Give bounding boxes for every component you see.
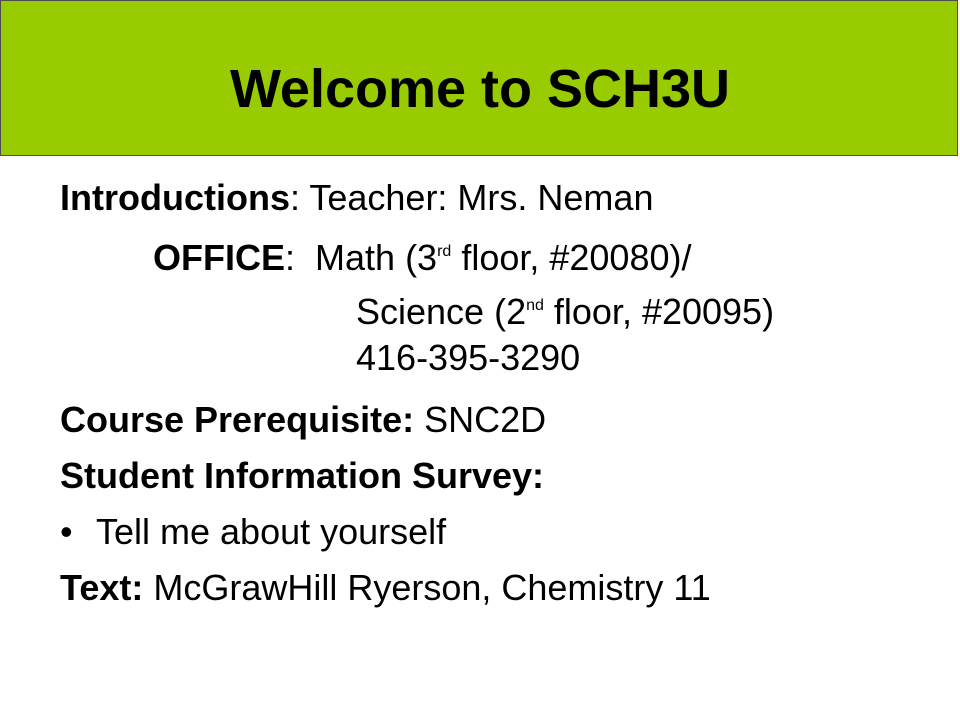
office-line [153, 236, 691, 280]
office-science-sup: nd [526, 297, 544, 314]
office-math-sup: rd [437, 243, 452, 260]
intro-label: Introductions [60, 177, 290, 218]
office-sep: : [285, 237, 296, 278]
survey-label: Student Information Survey: [60, 455, 545, 496]
prereq-value: SNC2D [414, 399, 547, 440]
office-phone: 416-395-3290 [356, 337, 581, 378]
text-line [60, 566, 711, 610]
prereq-label: Course Prerequisite: [60, 399, 415, 440]
intro-line [60, 176, 653, 220]
prereq-line [60, 398, 546, 442]
office-science-post: floor, #20095) [543, 291, 775, 332]
intro-text: Teacher: Mrs. Neman [300, 177, 654, 218]
bullet-item [60, 510, 446, 554]
office-math-post: floor, #20080)/ [451, 237, 692, 278]
office-math-pre: Math (3 [315, 237, 438, 278]
bullet-icon: • [60, 511, 73, 552]
office-science-line [356, 290, 774, 334]
survey-line [60, 454, 544, 498]
bullet-text: Tell me about yourself [96, 511, 447, 552]
title-banner [0, 0, 958, 156]
office-science-pre: Science (2 [356, 291, 527, 332]
office-label: OFFICE [153, 237, 285, 278]
text-value: McGrawHill Ryerson, Chemistry 11 [143, 567, 711, 608]
text-label: Text: [60, 567, 144, 608]
intro-sep: : [289, 177, 300, 218]
slide-title: Welcome to SCH3U [229, 59, 731, 119]
